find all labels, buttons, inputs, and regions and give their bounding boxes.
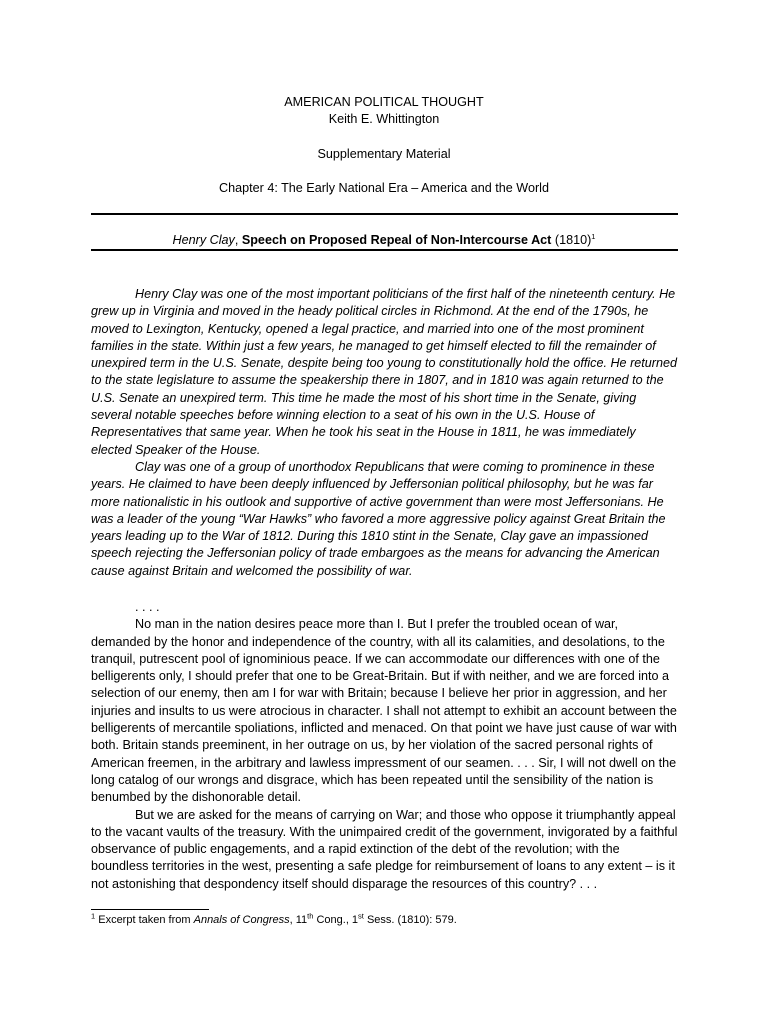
material-subtitle: Supplementary Material	[317, 147, 451, 161]
speech-paragraph: But we are asked for the means of carrying on War; and those who oppose it triumphantly appeal to the vacant vaults of the treasury. With the unimpaired credit of the government, invigorated by a faithful observance of public engagements, and a rapid extinction of the debt of the revolution; with the boundless territories in the west, presenting a safe pledge for reimbursement of loans to any extent – is it not astonishing that despondency itself should disparage the resources of this country? . . .	[91, 807, 678, 891]
footnote-reference: 1	[591, 231, 596, 241]
intro-paragraph: Henry Clay was one of the most important politicians of the first half of the nineteenth century. He grew up in Virginia and moved in the heady political circles in Richmond. At the end of the 1790s, he moved to Lexington, Kentucky, opened a legal practice, and married into one of the most prominent families in the state. Within just a few years, he managed to get himself elected to fill the remainder of unexpired term in the U.S. Senate, despite being too young to constitutionally hold the office. He returned to the state legislature to assume the speakership there in 1807, and in 1810 was again returned to the U.S. Senate an unexpired term. This time he made the most of his short time in the Senate, giving several notable speeches before winning election to a seat of his own in the U.S. House of Representatives that same year. When he took his seat in the House in 1811, he was immediately elected Speaker of the House.	[91, 287, 677, 457]
speech-title: Speech on Proposed Repeal of Non-Intercourse Act	[241, 233, 552, 247]
chapter-title: Chapter 4: The Early National Era – America and the World	[219, 181, 549, 195]
ellipsis-marker: . . . .	[135, 600, 160, 614]
footnote-citation-end: Sess. (1810): 579.	[363, 914, 457, 926]
footnote-separator	[91, 909, 209, 910]
top-rule	[91, 213, 678, 215]
footnote-ordinal: st	[358, 911, 364, 921]
bottom-rule	[91, 249, 678, 251]
intro-paragraph: Clay was one of a group of unorthodox Republicans that were coming to prominence in these years. He claimed to have been deeply influenced by Jeffersonian political philosophy, but he was far more nationalistic in his outlook and supportive of active government than were most Jeffersonians. He was a leader of the young “War Hawks” who favored a more aggressive policy against Great Britain the years leading up to the War of 1812. During this 1810 stint in the Senate, Clay gave an impassioned speech rejecting the Jeffersonian policy of trade embargoes as the means for advancing the American cause against Britain and welcomed the possibility of war.	[91, 459, 666, 578]
author-name: Keith E. Whittington	[328, 112, 440, 126]
footnote-prefix: Excerpt taken from	[95, 914, 194, 926]
speech-paragraph: No man in the nation desires peace more than I. But I prefer the troubled ocean of war, demanded by the honor and independence of the country, with all its calamities, and desolations, to the tranquil, putrescent pool of ignominious peace. If we can accommodate our differences with one of the belligerents only, I should prefer that one to be Great-Britain. But if with neither, and we are forced into a selection of our enemy, then am I for war with Britain; because I believe her prior in aggression, and her injuries and insults to us were atrocious in character. I shall not attempt to exhibit an account between the belligerents of mercantile spoliations, inflicted and menaced. On that point we have just cause of war with both. Britain stands preeminent, in her outrage on us, by her violation of the sacred personal rights of American freemen, in the arbitrary and lawless impressment of our seamen. . . . Sir, I will not dwell on the long catalog of our wrongs and disgrace, which has been repeated until the sensibility of the nation is benumbed by the dishonorable detail.	[91, 617, 677, 805]
footnote	[91, 913, 457, 927]
footnote-source: Annals of Congress	[193, 914, 290, 926]
footnote-session: Cong., 1	[313, 914, 359, 926]
footnote-congress: , 11	[289, 914, 308, 926]
footnote-mark: 1	[91, 911, 96, 921]
speaker-name: Henry Clay	[172, 233, 235, 247]
introduction	[91, 286, 678, 580]
speech-excerpt	[91, 599, 678, 893]
footnote-ordinal: th	[307, 911, 314, 921]
speech-year: (1810)	[551, 233, 592, 247]
speech-heading	[0, 232, 768, 249]
course-title: AMERICAN POLITICAL THOUGHT	[284, 95, 484, 109]
heading-separator: ,	[234, 233, 242, 247]
